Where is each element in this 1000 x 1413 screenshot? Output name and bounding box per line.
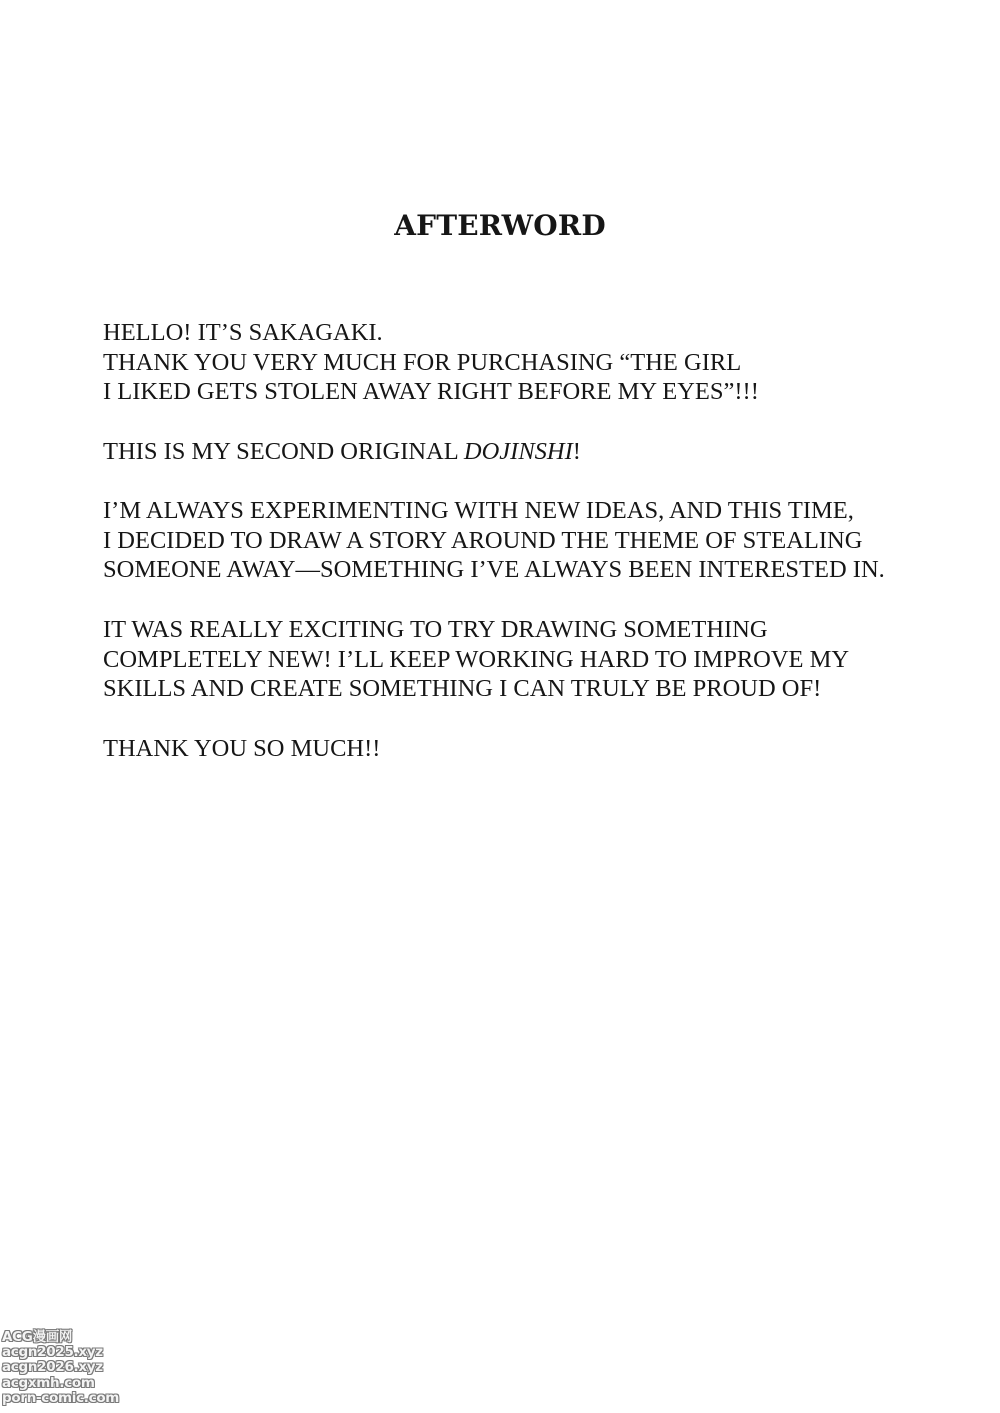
text-line: THANK YOU SO MUCH!! [103, 735, 381, 762]
watermark [2, 1330, 162, 1406]
watermark-line: porn-comic.com [2, 1389, 120, 1406]
paragraph-thanks [103, 734, 963, 764]
emphasis-text: DOJINSHI [463, 438, 573, 465]
watermark-line: acgn2026.xyz [2, 1359, 103, 1376]
text-line: I DECIDED TO DRAW A STORY AROUND THE THEME OF STEALING [103, 526, 863, 554]
paragraph-greeting [103, 318, 963, 407]
text-line: SOMEONE AWAY—SOMETHING I’VE ALWAYS BEEN INTERESTED IN. [103, 556, 885, 584]
paragraph-exciting [103, 615, 963, 704]
text-line: I’M ALWAYS EXPERIMENTING WITH NEW IDEAS, AND THIS TIME, [103, 497, 854, 524]
text-line: SKILLS AND CREATE SOMETHING I CAN TRULY BE PROUD OF! [103, 675, 822, 703]
watermark-line: acgxmh.com [2, 1374, 95, 1391]
text-line [103, 437, 963, 467]
text-span: ! [572, 438, 581, 465]
text-span: THIS IS MY SECOND ORIGINAL [103, 438, 464, 465]
text-line: HELLO! IT’S SAKAGAKI. [103, 319, 383, 346]
paragraph-experimenting [103, 496, 963, 585]
text-line: THANK YOU VERY MUCH FOR PURCHASING “THE GIRL [103, 348, 742, 376]
watermark-line: ACG漫画网 [2, 1329, 73, 1345]
text-line: COMPLETELY NEW! I’LL KEEP WORKING HARD TO IMPROVE MY [103, 645, 850, 673]
paragraph-second-dojinshi [103, 437, 963, 467]
text-line: IT WAS REALLY EXCITING TO TRY DRAWING SOMETHING [103, 616, 768, 643]
page-title: AFTERWORD [394, 209, 606, 242]
watermark-line: acgn2025.xyz [2, 1344, 103, 1361]
text-line: I LIKED GETS STOLEN AWAY RIGHT BEFORE MY EYES”!!! [103, 378, 759, 406]
